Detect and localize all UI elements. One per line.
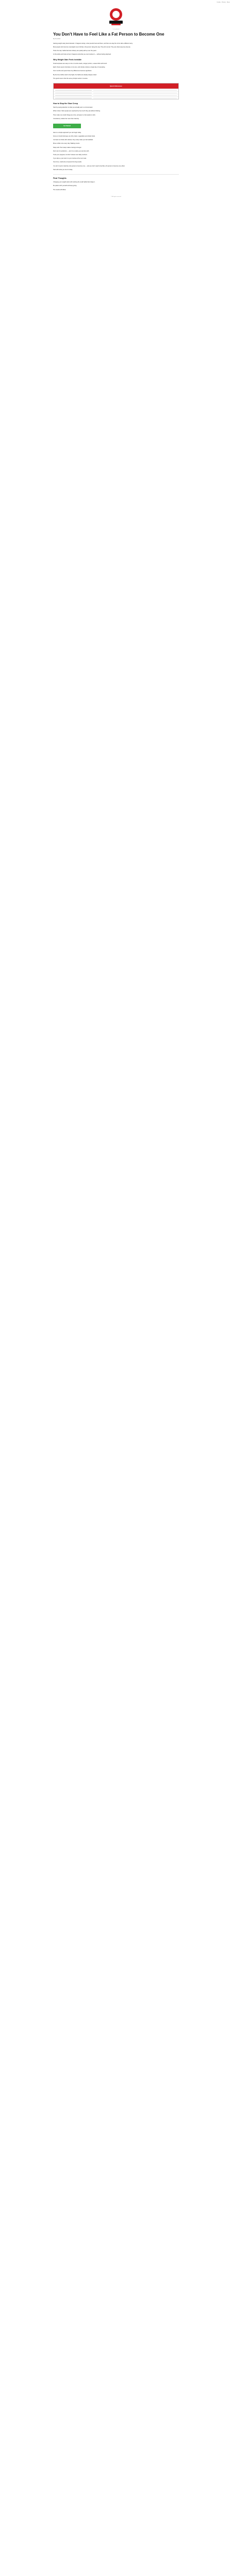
closing-paragraph: Be patient with yourself and keep going. — [53, 185, 77, 187]
reference-figure — [53, 83, 179, 100]
intro-paragraph: Most people who become overweight never felt like a 'fat person' along the way. They felt normal. They ate what everyone else ate. — [53, 46, 131, 48]
section-paragraph: Consistency matters far more than intensity. — [53, 117, 79, 120]
body-paragraph: Here is a simple approach you can begin today. — [53, 131, 81, 133]
closing-paragraph: The results will follow. — [53, 189, 67, 191]
body-paragraph: Over time, small wins compound into big results. — [53, 161, 82, 163]
get-started-button[interactable]: Get Started — [53, 124, 81, 128]
intro — [53, 43, 179, 56]
figure-header: Quick Reference — [54, 83, 178, 89]
intro-paragraph: Gaining weight rarely feels dramatic. It happens slowly, a few pounds here and there, and then one day the mirror tells a different story. — [53, 42, 133, 44]
site-logo[interactable] — [105, 6, 127, 27]
intro-paragraph: That's the trap: habits that feel ordinary can quietly add up over the years. — [53, 50, 97, 52]
section-paragraph: Write it down. Most people are surprised by how much they eat without thinking. — [53, 110, 101, 112]
closing — [53, 177, 179, 191]
section-paragraph: Over months and years these tiny differences become significant. — [53, 70, 92, 72]
body-paragraph: Sleep well. Poor sleep makes cravings stronger. — [53, 146, 82, 148]
top-bar-text[interactable]: Cookie · Privacy · Menu — [217, 2, 230, 4]
section-paragraph: By the time clothes start to feel tight, the habits are already deeply rooted. — [53, 74, 97, 76]
body-paragraph: Focus on foods that keep you full: protein, vegetables and whole foods. — [53, 135, 95, 137]
body-paragraph: Move a little more every day. Walking counts. — [53, 143, 80, 145]
closing-paragraph: Changing your weight starts with noticing the small habits that shape it. — [53, 181, 95, 183]
divider — [53, 174, 179, 175]
article-meta: Last updated — [112, 29, 120, 30]
section-heading: How to Stop the Slow Creep — [53, 103, 78, 105]
intro-paragraph: In this article we'll look at how it happens and what you can do about it — without feeling deprived. — [53, 54, 111, 56]
section-paragraph: Each choice seems harmless on its own, and nobody notices a single day of overeating. — [53, 66, 106, 69]
section-paragraph: Then make one small change at a time, and give it a few weeks to stick. — [53, 114, 96, 116]
section-paragraph: Small surpluses are easy to miss. An extra snack, a larger portion, a sweet drink with lunch. — [53, 63, 107, 65]
footer: © All rights reserved — [111, 196, 121, 197]
body-paragraph: Cut back on drinks with calories; they rarely make you feel satisfied. — [53, 139, 93, 141]
body-paragraph: You don't need to feel like a fat person to become one — and you don't need to feel like a fit person to become one either. — [53, 165, 125, 167]
figure-row — [54, 96, 178, 99]
article-title: You Don't Have to Feel Like a Fat Person to Become One — [53, 32, 164, 37]
body-paragraph: Don't aim for perfection — aim for a routine you can live with. — [53, 150, 89, 152]
body-paragraph: Track your progress, but don't obsess over daily numbers. — [53, 154, 88, 156]
article-column — [53, 29, 179, 198]
article-byline: By the Author — [53, 38, 61, 40]
body-paragraph: Start with what you can do today. — [53, 168, 73, 171]
body — [53, 132, 179, 171]
closing-heading: Final Thoughts — [53, 177, 67, 180]
section — [53, 103, 179, 120]
section — [53, 59, 179, 80]
section-paragraph: The good news is that the same principle works in reverse. — [53, 77, 88, 79]
section-paragraph: Start by paying attention to what you actually eat in a normal week. — [53, 107, 93, 109]
top-bar — [0, 0, 232, 5]
section-heading: Why Weight Gain Feels Invisible — [53, 59, 82, 61]
body-paragraph: If you slip up, just return to your routine at the next meal. — [53, 158, 87, 160]
